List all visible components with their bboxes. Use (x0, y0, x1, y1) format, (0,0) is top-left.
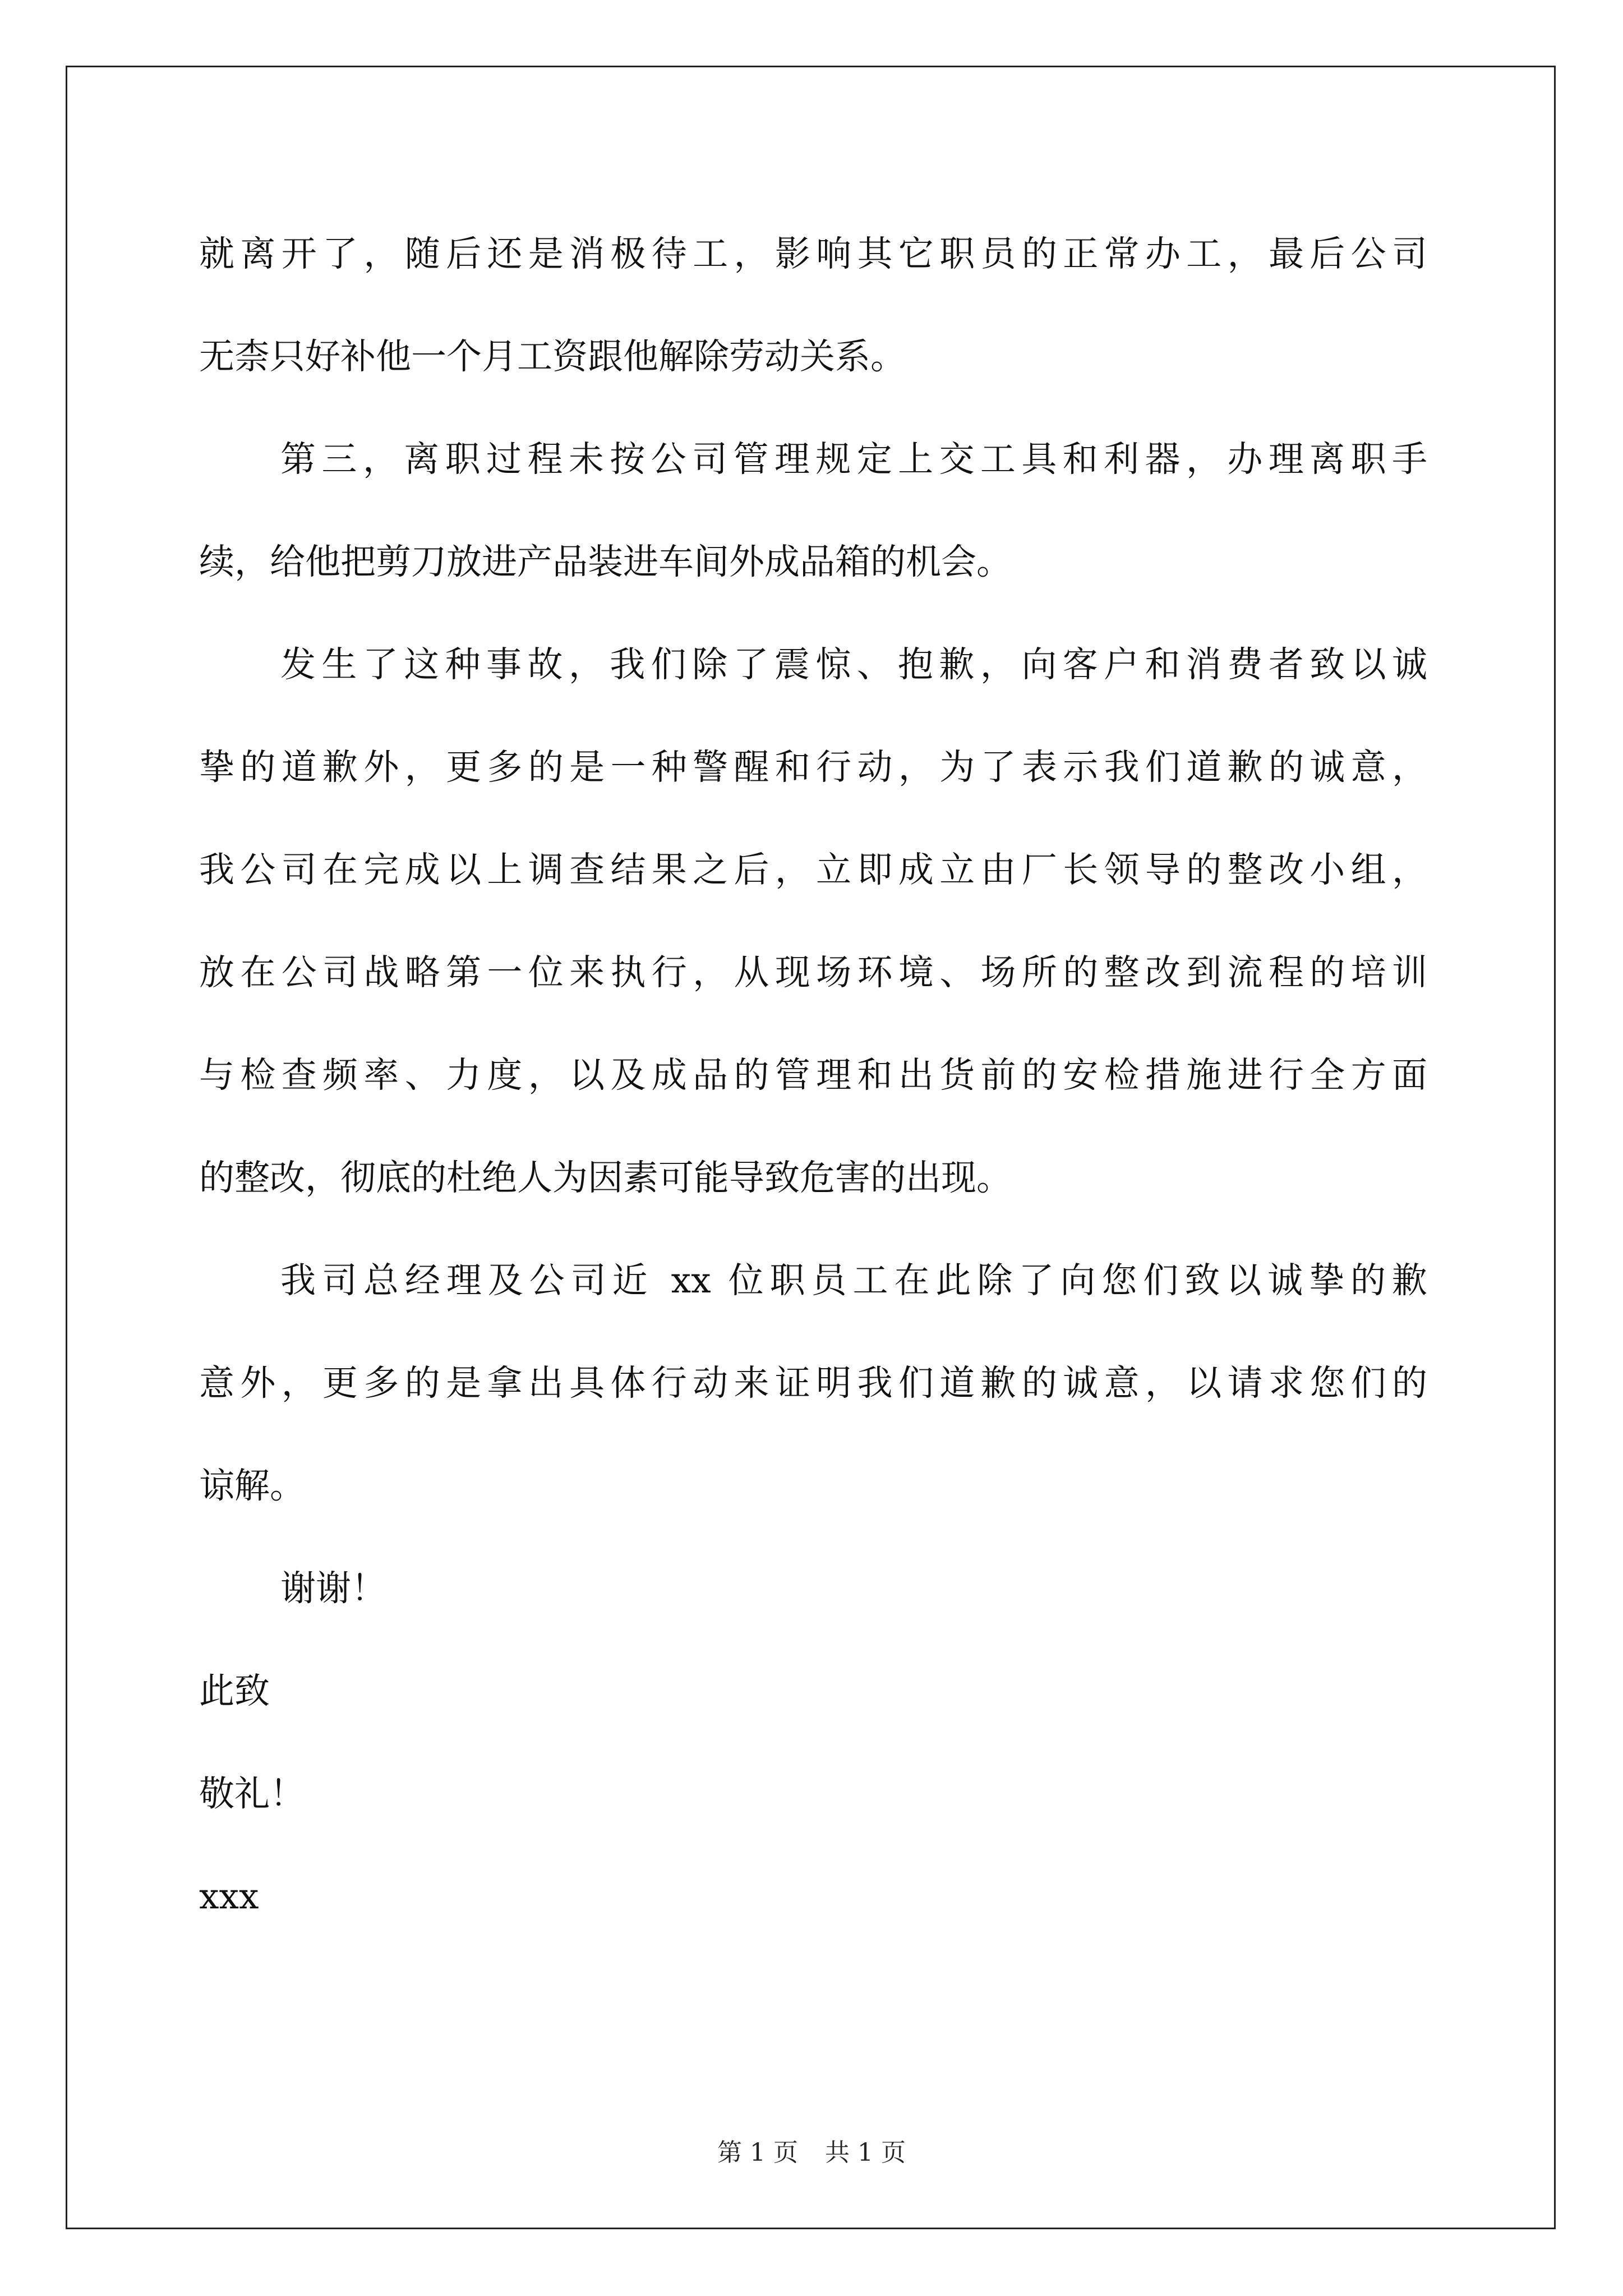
text-line: 与检查频率、力度，以及成品的管理和出货前的安检措施进行全方面 (199, 1055, 1427, 1096)
text-line: 意外，更多的是拿出具体行动来证明我们道歉的诚意，以请求您们的 (199, 1363, 1427, 1404)
text-line: 挚的道歉外，更多的是一种警醒和行动，为了表示我们道歉的诚意， (199, 747, 1427, 788)
text-line: 我司总经理及公司近 xx 位职员工在此除了向您们致以诚挚的歉 (280, 1260, 1427, 1301)
text-line: 我公司在完成以上调查结果之后，立即成立由厂长领导的整改小组， (199, 849, 1427, 890)
closing-thanks: 谢谢！ (280, 1568, 386, 1609)
text-line: 放在公司战略第一位来执行，从现场环境、场所的整改到流程的培训 (199, 952, 1427, 993)
closing-salutation: 此致 (199, 1671, 270, 1711)
closing-regards: 敬礼！ (199, 1773, 305, 1814)
page-number-total: 共 1 页 (825, 2138, 906, 2167)
text-line: 的整改，彻底的杜绝人为因素可能导致危害的出现。 (199, 1157, 1012, 1198)
page-number-current: 第 1 页 (717, 2138, 798, 2167)
text-line: 无柰只好补他一个月工资跟他解除劳动关系。 (199, 336, 906, 377)
text-line: 第三，离职过程未按公司管理规定上交工具和利器，办理离职手 (280, 439, 1427, 480)
text-line: 发生了这种事故，我们除了震惊、抱歉，向客户和消费者致以诚 (280, 644, 1427, 685)
text-line: 谅解。 (199, 1465, 305, 1506)
text-line: 就离开了，随后还是消极待工，影响其它职员的正常办工，最后公司 (199, 233, 1427, 274)
page-footer (0, 2136, 1623, 2170)
signature: xxx (199, 1876, 259, 1917)
text-line: 续，给他把剪刀放进产品装进车间外成品箱的机会。 (199, 541, 1012, 582)
